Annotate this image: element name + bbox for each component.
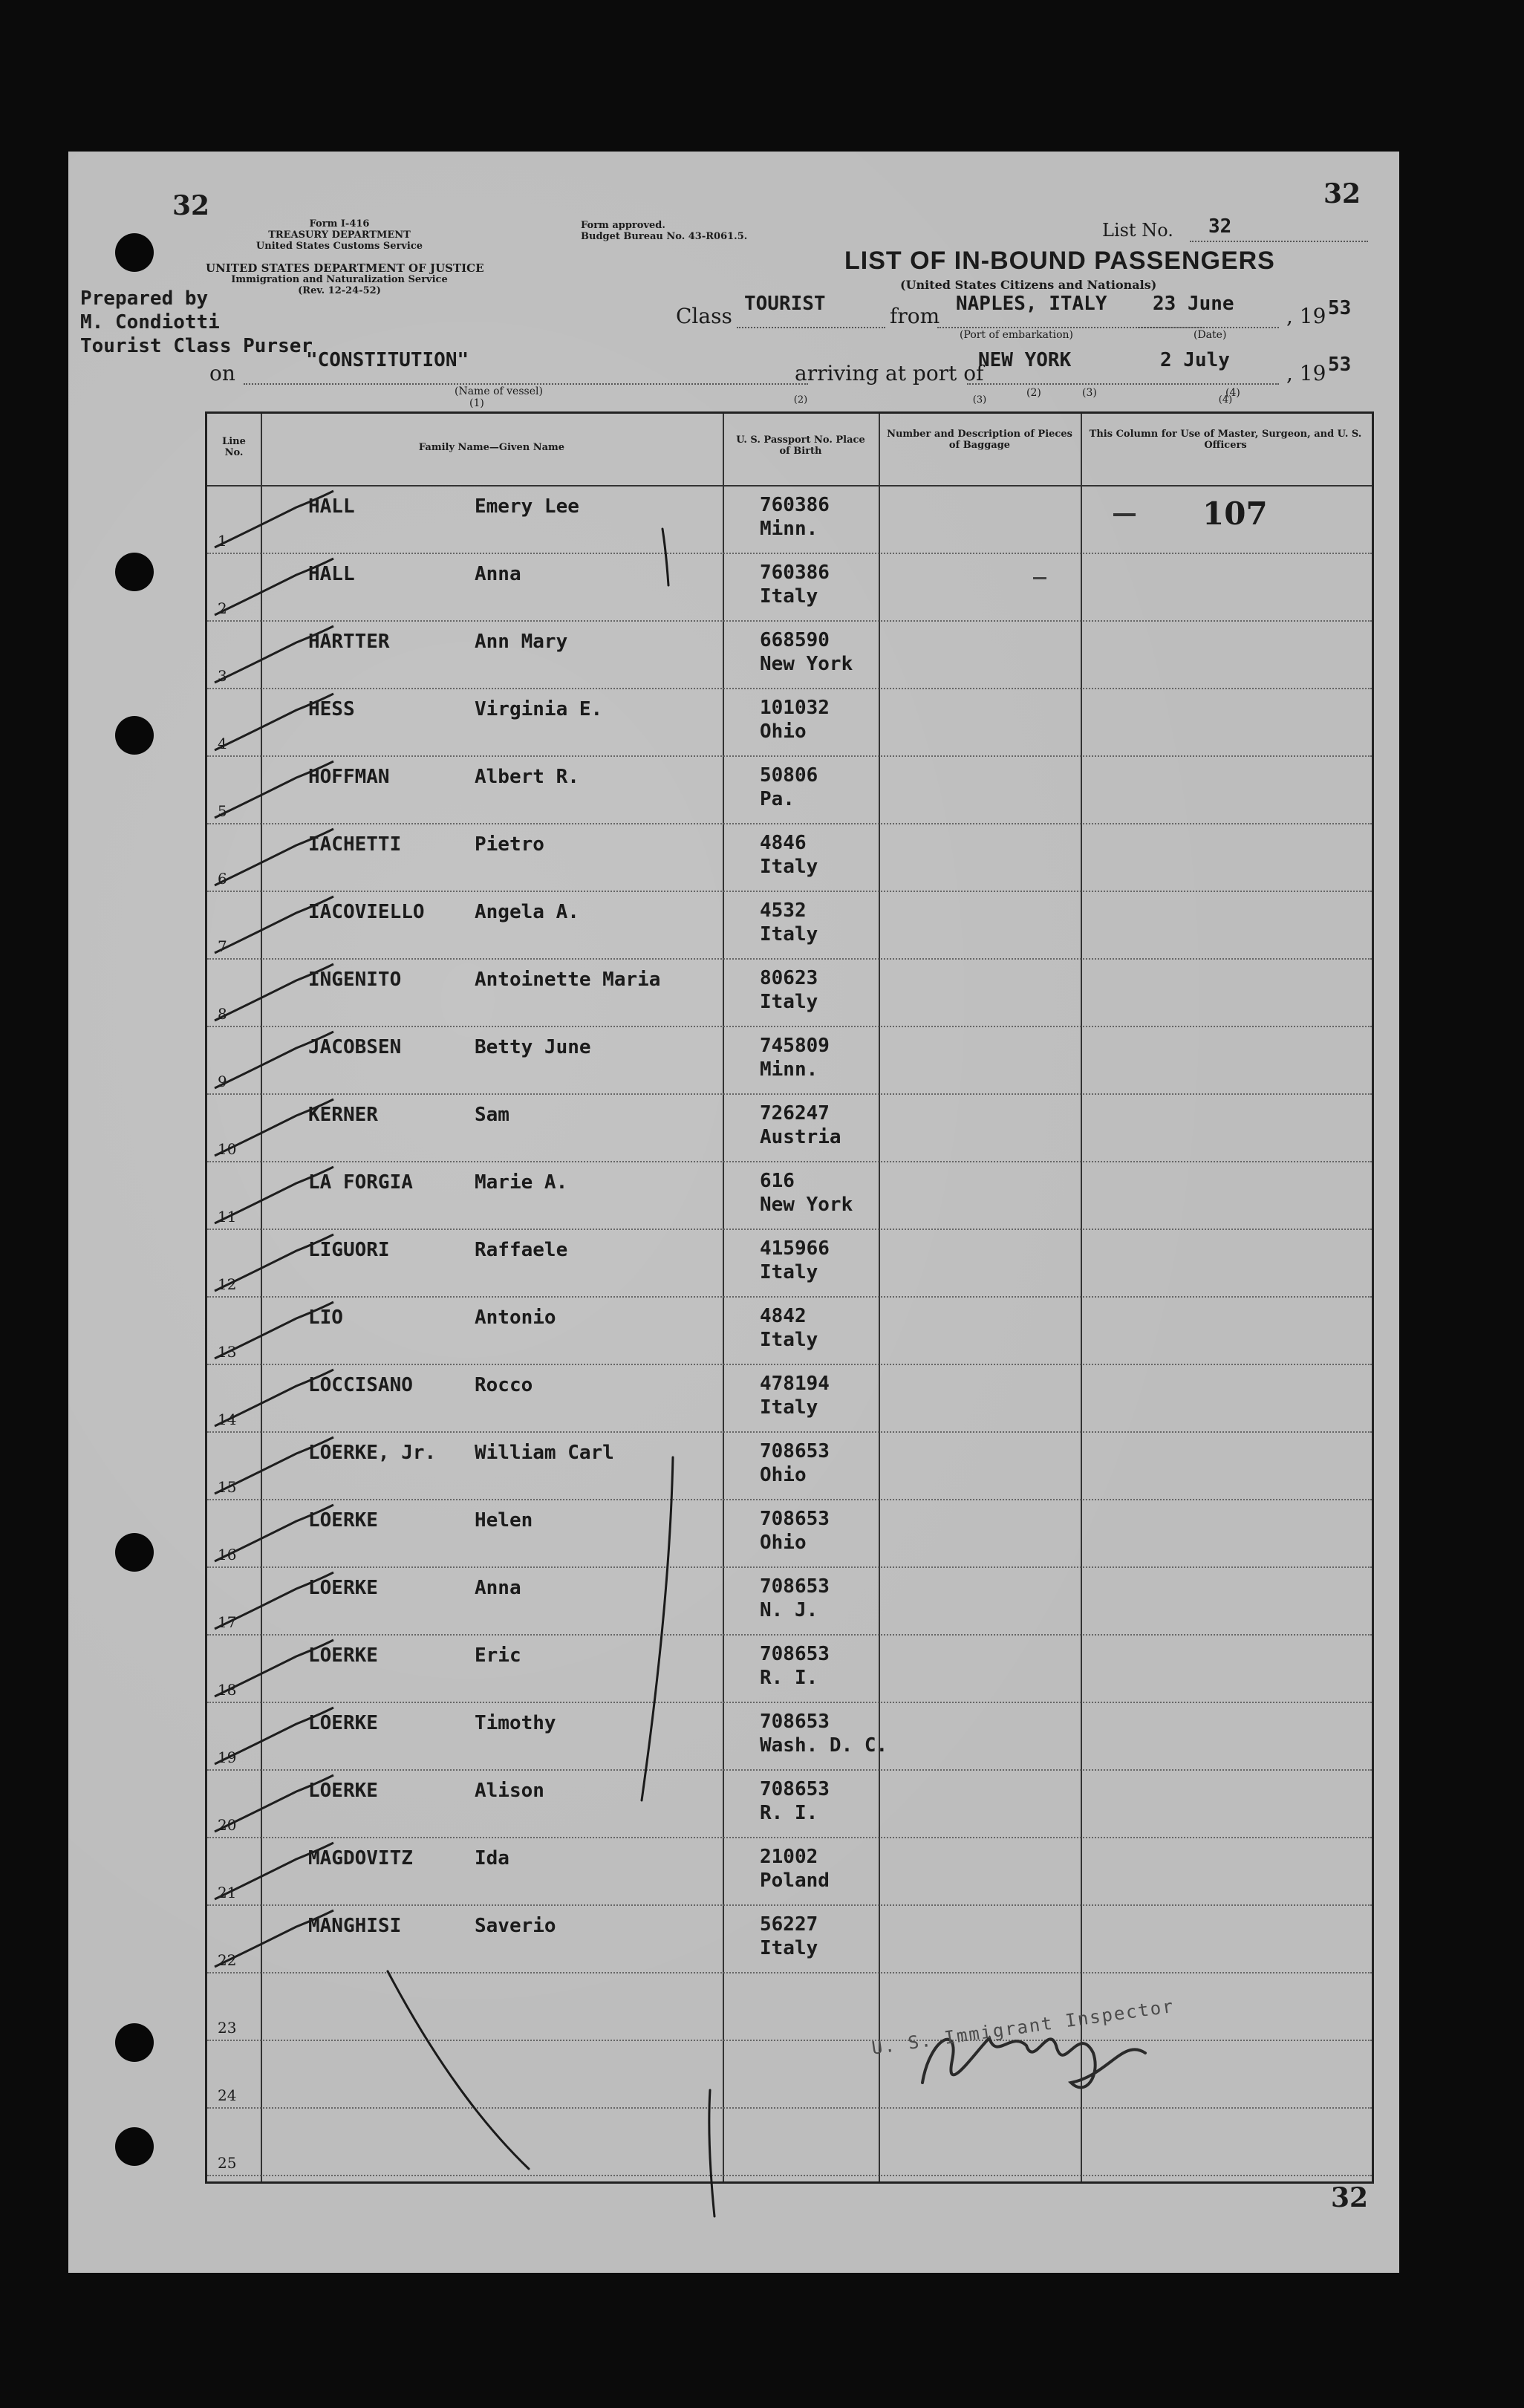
line-number: 13 [218,1343,237,1361]
from-value: NAPLES, ITALY [956,293,1107,315]
passport-number: 415966 [760,1237,830,1260]
family-name: HARTTER [308,631,390,653]
passport-number: 4846 [760,832,807,854]
line-number: 12 [218,1275,237,1293]
family-name: MAGDOVITZ [308,1847,413,1870]
passport-number: 708653 [760,1643,830,1665]
family-name: INGENITO [308,969,402,991]
page-title: LIST OF IN-BOUND PASSENGERS [844,247,1275,275]
line-number: 25 [218,2154,237,2172]
form-approved: Form approved. [581,220,665,231]
line-number: 23 [218,2019,237,2037]
port-embark-caption: (Port of embarkation) [960,329,1073,341]
family-name: LOERKE [308,1577,378,1599]
budget-bureau: Budget Bureau No. 43-R061.5. [581,231,748,242]
passport-number: 760386 [760,494,830,516]
place-of-birth: N. J. [760,1599,818,1621]
passport-number: 4842 [760,1305,807,1327]
family-name: IACOVIELLO [308,901,425,923]
line-number: 6 [218,870,227,888]
given-name: Ida [475,1847,509,1870]
family-name: LOERKE, Jr. [308,1442,437,1464]
line-number: 20 [218,1816,237,1834]
form-number: Form I-416 [309,218,370,230]
year-value-1: 53 [1328,297,1352,319]
page-subtitle: (United States Citizens and Nationals) [900,278,1157,292]
family-name: LOERKE [308,1780,378,1802]
place-of-birth: Ohio [760,1464,807,1486]
class-label: Class [676,304,732,328]
place-of-birth: Wash. D. C. [760,1734,888,1757]
revision-date: (Rev. 12-24-52) [298,285,381,296]
given-name: Marie A. [475,1171,568,1194]
passport-number: 80623 [760,967,818,989]
passport-number: 708653 [760,1575,830,1598]
family-name: LIO [308,1306,343,1329]
arrival-port: NEW YORK [978,349,1072,371]
page-number-bottom-right: 32 [1331,2182,1369,2213]
manifest-sheet [68,152,1399,2273]
line-number: 9 [218,1073,227,1090]
page-number-top-right: 32 [1323,178,1361,209]
family-name: HALL [308,563,355,585]
line-number: 18 [218,1681,237,1699]
place-of-birth: Italy [760,585,818,608]
given-name: Anna [475,563,521,585]
header-baggage-num: (3) [972,394,987,406]
family-name: HALL [308,495,355,518]
passport-number: 478194 [760,1373,830,1395]
given-name: Timothy [475,1712,556,1734]
given-name: Virginia E. [475,698,603,720]
line-number: 3 [218,667,227,685]
preparer-title: Tourist Class Purser [80,335,313,357]
line-number: 8 [218,1005,227,1023]
given-name: Alison [475,1780,544,1802]
given-name: Rocco [475,1374,533,1396]
header-passport: U. S. Passport No. Place of Birth [736,435,865,457]
year-prefix-2: , 19 [1286,361,1326,385]
passport-number: 708653 [760,1508,830,1530]
embark-date: 23 June [1153,293,1234,315]
place-of-birth: Italy [760,1329,818,1351]
line-number: 16 [218,1546,237,1563]
line-number: 24 [218,2086,237,2104]
treasury-dept: TREASURY DEPARTMENT [268,230,411,241]
place-of-birth: Italy [760,923,818,946]
officer-note: 107 [1202,495,1268,532]
header-officers: This Column for Use of Master, Surgeon, and U. S. Officers [1089,429,1362,451]
line-number: 10 [218,1140,237,1158]
place-of-birth: Italy [760,1261,818,1283]
given-name: Saverio [475,1915,556,1937]
place-of-birth: Ohio [760,720,807,743]
vessel-caption-num: (1) [469,397,484,409]
line-number: 22 [218,1951,237,1969]
line-number: 11 [218,1208,237,1226]
place-of-birth: Minn. [760,518,818,540]
line-number: 15 [218,1478,237,1496]
ins-service: Immigration and Naturalization Service [231,274,448,285]
passport-number: 708653 [760,1711,830,1733]
place-of-birth: Poland [760,1870,830,1892]
family-name: JACOBSEN [308,1036,402,1058]
place-of-birth: R. I. [760,1667,818,1689]
passport-number: 760386 [760,562,830,584]
arrival-caption-3: (3) [1082,387,1097,399]
given-name: Anna [475,1577,521,1599]
given-name: Antonio [475,1306,556,1329]
given-name: Helen [475,1509,533,1532]
line-number: 21 [218,1884,237,1901]
line-number: 4 [218,735,227,752]
passport-number: 708653 [760,1440,830,1462]
given-name: Antoinette Maria [475,969,661,991]
given-name: Albert R. [475,766,579,788]
header-officers-num: (4) [1218,394,1233,406]
family-name: LA FORGIA [308,1171,413,1194]
arrival-date: 2 July [1160,349,1230,371]
arriving-label: arriving at port of [795,361,984,385]
given-name: Betty June [475,1036,591,1058]
on-label: on [209,361,235,385]
line-number: 19 [218,1748,237,1766]
family-name: LOCCISANO [308,1374,413,1396]
arrival-caption-4: (4) [1225,387,1240,399]
family-name: MANGHISI [308,1915,402,1937]
given-name: Eric [475,1644,521,1667]
passport-number: 4532 [760,899,807,922]
header-name: Family Name—Given Name [418,442,565,453]
place-of-birth: New York [760,653,853,675]
given-name: Raffaele [475,1239,568,1261]
page-number-top-left: 32 [172,190,210,221]
passport-number: 726247 [760,1102,830,1125]
date-caption: (Date) [1194,329,1227,341]
place-of-birth: Minn. [760,1058,818,1081]
passport-number: 708653 [760,1778,830,1800]
line-number: 17 [218,1613,237,1631]
header-passport-num: (2) [793,394,808,406]
place-of-birth: Pa. [760,788,795,810]
class-value: TOURIST [744,293,826,315]
place-of-birth: Italy [760,1396,818,1419]
from-label: from [890,304,940,328]
place-of-birth: Italy [760,856,818,878]
passport-number: 668590 [760,629,830,651]
family-name: LIGUORI [308,1239,390,1261]
family-name: IACHETTI [308,833,402,856]
passport-number: 56227 [760,1913,818,1936]
vessel-name: "CONSTITUTION" [306,349,469,371]
family-name: HOFFMAN [308,766,390,788]
handwritten-marks [68,152,1399,2273]
line-number: 1 [218,532,227,550]
passport-number: 101032 [760,697,830,719]
header-line-no: Line No. [222,436,246,458]
family-name: KERNER [308,1104,378,1126]
passport-number: 21002 [760,1846,818,1868]
given-name: Emery Lee [475,495,579,518]
given-name: Angela A. [475,901,579,923]
inspector-stamp: U. S. Immigrant Inspector [870,1995,1176,2059]
year-prefix-1: , 19 [1286,304,1326,328]
line-number: 14 [218,1410,237,1428]
family-name: LOERKE [308,1509,378,1532]
place-of-birth: Ohio [760,1532,807,1554]
place-of-birth: New York [760,1194,853,1216]
place-of-birth: Austria [760,1126,841,1148]
family-name: LOERKE [308,1644,378,1667]
prepared-by-label: Prepared by [80,287,209,310]
passport-number: 745809 [760,1035,830,1057]
given-name: Sam [475,1104,509,1126]
line-number: 5 [218,802,227,820]
list-no-value: 32 [1208,215,1232,238]
place-of-birth: Italy [760,991,818,1013]
year-value-2: 53 [1328,354,1352,376]
passport-number: 616 [760,1170,795,1192]
family-name: LOERKE [308,1712,378,1734]
given-name: William Carl [475,1442,614,1464]
justice-dept: UNITED STATES DEPARTMENT OF JUSTICE [206,261,484,275]
family-name: HESS [308,698,355,720]
preparer-name: M. Condiotti [80,311,220,333]
place-of-birth: Italy [760,1937,818,1959]
customs-service: United States Customs Service [255,241,423,252]
vessel-caption: (Name of vessel) [455,385,543,397]
given-name: Pietro [475,833,544,856]
passport-number: 50806 [760,764,818,787]
line-number: 2 [218,599,227,617]
arrival-caption-2: (2) [1026,387,1041,399]
line-number: 7 [218,937,227,955]
list-no-label: List No. [1102,220,1173,241]
header-baggage: Number and Description of Pieces of Baggage [887,429,1072,451]
given-name: Ann Mary [475,631,568,653]
place-of-birth: R. I. [760,1802,818,1824]
